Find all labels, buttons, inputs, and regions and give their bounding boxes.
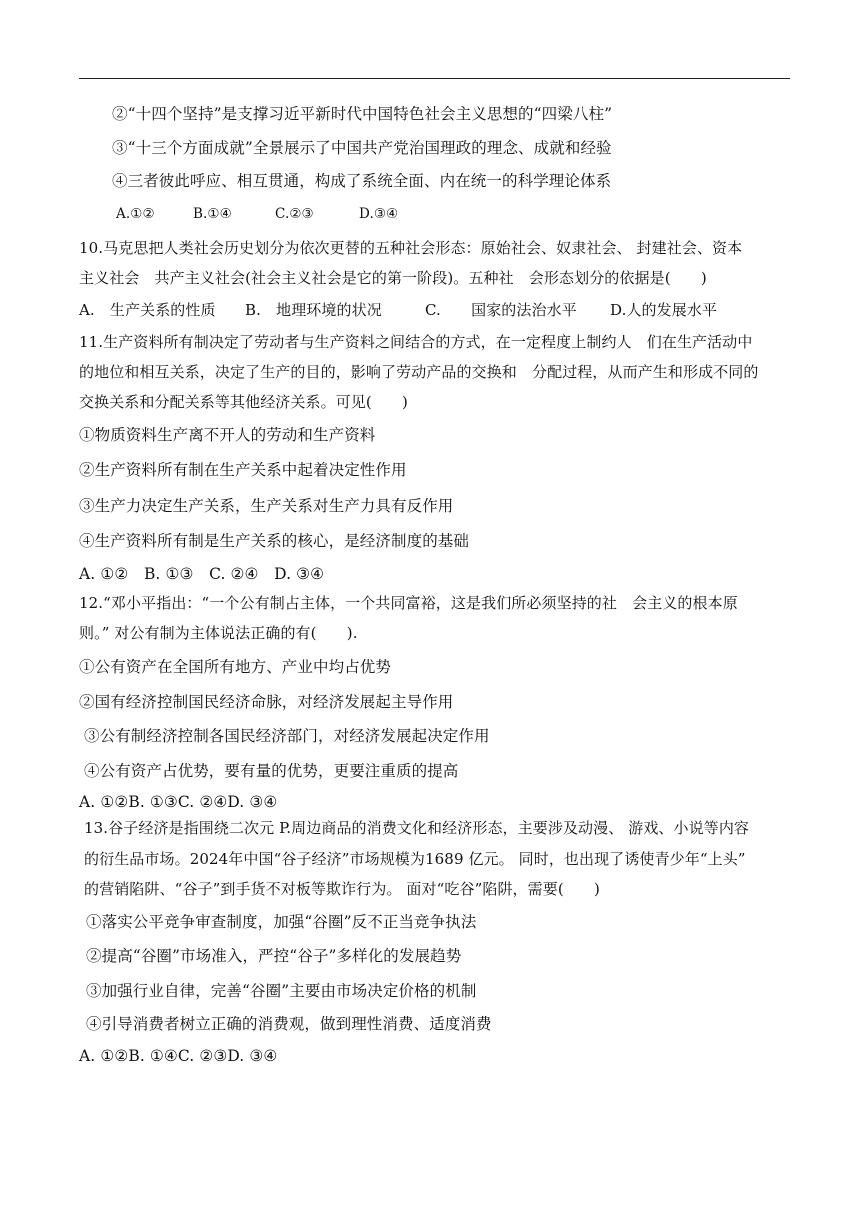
q9-statement-2: ②“十四个坚持”是支撑习近平新时代中国特色社会主义思想的“四梁八柱” [112,105,613,123]
q12-statement-2: ②国有经济控制国民经济命脉，对经济发展起主导作用 [79,693,454,711]
q11-statement-2: ②生产资料所有制在生产关系中起着决定性作用 [79,461,407,479]
q10-options [79,300,717,320]
q11-stem-line-3: 交换关系和分配关系等其他经济关系。可见( ) [79,393,409,411]
header-rule [79,78,790,79]
q12-options: A. ①②B. ①③C. ②④D. ③④ [79,793,278,811]
q10-option-a: A. 生产关系的性质 [79,301,216,319]
q13-stem-line-1: 13.谷子经济是指围绕二次元 P.周边商品的消费文化和经济形态，主要涉及动漫、 游戏、小说等内容 [84,819,750,837]
q13-statement-2: ②提高“谷圈”市场准入，严控“谷子”多样化的发展趋势 [86,947,462,965]
q13-statement-3: ③加强行业自律，完善“谷圈”主要由市场决定价格的机制 [86,982,477,1000]
q10-option-d: D.人的发展水平 [610,301,718,319]
q9-statement-3: ③“十三个方面成就”全景展示了中国共产党治国理政的理念、成就和经验 [112,139,612,157]
q13-statement-1: ①落实公平竞争审查制度，加强“谷圈”反不正当竞争执法 [86,913,477,931]
q12-statement-1: ①公有资产在全国所有地方、产业中均占优势 [79,658,392,676]
q12-stem-line-1: 12.“邓小平指出：“一个公有制占主体，一个共同富裕，这是我们所必须坚持的社 会主义的根本原 [79,594,738,612]
q9-option-c: C.②③ [275,206,314,222]
q9-option-a: A.①② [116,206,155,222]
q13-stem-line-3: 的营销陷阱、“谷子”到手货不对板等欺诈行为。 面对“吃谷”陷阱，需要( ) [84,880,600,898]
q11-statement-4: ④生产资料所有制是生产关系的核心，是经济制度的基础 [79,532,470,550]
q9-option-d: D.③④ [359,206,399,222]
q11-stem-line-1: 11.生产资料所有制决定了劳动者与生产资料之间结合的方式，在一定程度上制约人 们在生产活动中 [79,333,753,351]
q10-stem-line-1: 10.马克思把人类社会历史划分为依次更替的五种社会形态：原始社会、奴隶社会、 封建社会、资本 [79,239,743,257]
q12-statement-4: ④公有资产占优势，要有量的优势，更要注重质的提高 [84,762,459,780]
q10-option-c: C. 国家的法治水平 [425,301,577,319]
q11-stem-line-2: 的地位和相互关系，决定了生产的目的，影响了劳动产品的交换和 分配过程，从而产生和形成不同的 [79,363,759,381]
q10-option-b: B. 地理环境的状况 [245,301,382,319]
q12-stem-line-2: 则。” 对公有制为主体说法正确的有( ). [79,624,358,642]
q11-statement-1: ①物质资料生产离不开人的劳动和生产资料 [79,426,376,444]
q11-options: A. ①② B. ①③ C. ②④ D. ③④ [79,565,325,583]
q9-options [116,204,398,224]
q11-statement-3: ③生产力决定生产关系，生产关系对生产力具有反作用 [79,497,454,515]
q9-option-b: B.①④ [193,206,232,222]
q9-statement-4: ④三者彼此呼应、相互贯通，构成了系统全面、内在统一的科学理论体系 [112,172,612,190]
q13-stem-line-2: 的衍生品市场。2024年中国“谷子经济”市场规模为1689 亿元。 同时，也出现了诱使青少年“上头” [84,850,746,868]
q12-statement-3: ③公有制经济控制各国民经济部门，对经济发展起决定作用 [84,727,490,745]
q13-options: A. ①②B. ①④C. ②③D. ③④ [79,1047,278,1065]
q10-stem-line-2: 主义社会 共产主义社会(社会主义社会是它的第一阶段)。五种社 会形态划分的依据是( ) [79,269,707,287]
q13-statement-4: ④引导消费者树立正确的消费观，做到理性消费、适度消费 [86,1015,492,1033]
